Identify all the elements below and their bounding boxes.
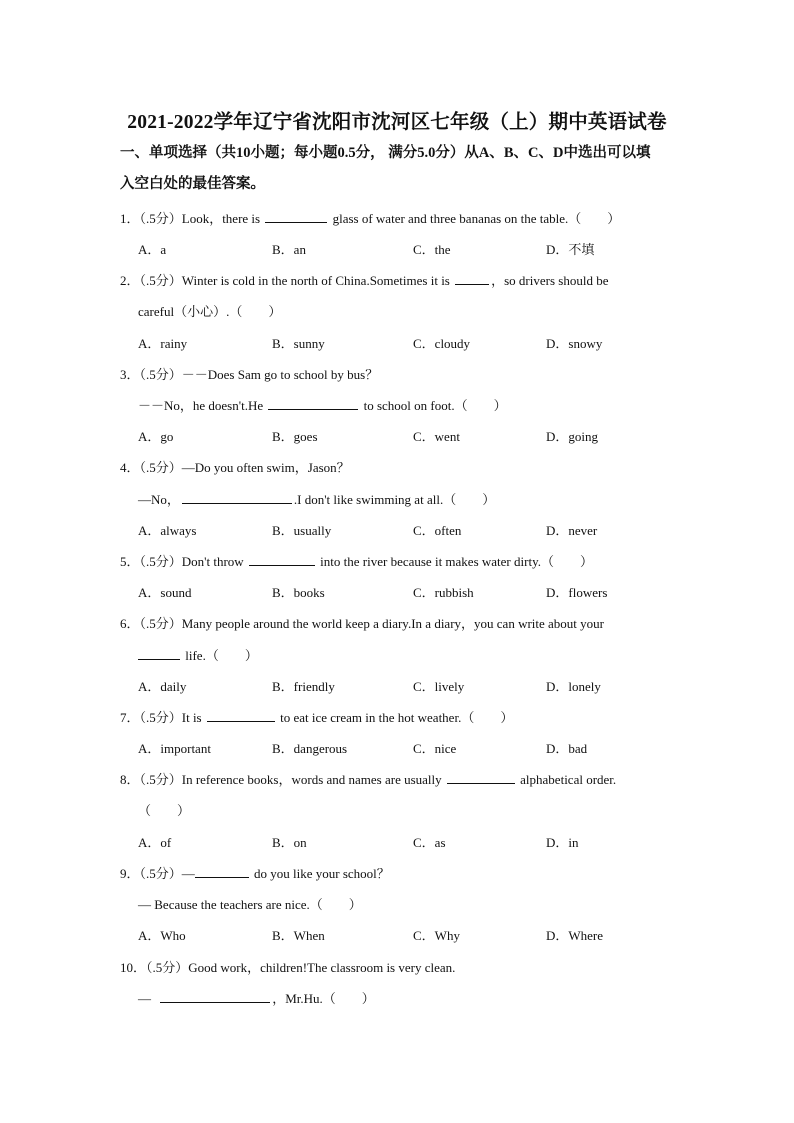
section-heading <box>120 138 680 200</box>
question-9-option-d: D．Where <box>546 928 604 943</box>
question-6-stem-cont: life.（ ） <box>138 645 258 664</box>
answer-blank <box>195 865 249 878</box>
question-7-option-c: C．nice <box>413 741 457 756</box>
answer-blank <box>249 553 315 566</box>
question-4-stem: 4．（.5分）—Do you often swim，Jason？ <box>120 460 350 475</box>
question-1-option-d: D．不填 <box>546 242 595 257</box>
question-6-option-a: A．daily <box>138 679 187 694</box>
question-5-option-c: C．rubbish <box>413 585 474 600</box>
answer-blank <box>268 397 358 410</box>
question-9-stem-cont: — Because the teachers are nice.（ ） <box>138 897 362 912</box>
answer-blank <box>207 709 275 722</box>
question-1-option-a: A．a <box>138 242 167 257</box>
question-8-option-a: A．of <box>138 835 172 850</box>
question-9-option-b: B．When <box>272 928 325 943</box>
question-8-stem-cont: （ ） <box>138 803 191 818</box>
question-7-stem: 7．（.5分）It is to eat ice cream in the hot weather.（ ） <box>120 710 514 725</box>
section-heading-line-2: 入空白处的最佳答案。 <box>120 176 265 192</box>
question-1-option-c: C．the <box>413 242 451 257</box>
answer-blank <box>447 771 515 784</box>
question-3-stem: 3．（.5分）－－Does Sam go to school by bus？ <box>120 367 379 382</box>
page-title: 2021-2022学年辽宁省沈阳市沈河区七年级（上）期中英语试卷 <box>127 112 667 133</box>
question-4-stem-cont: —No， .I don't like swimming at all.（ ） <box>138 492 496 507</box>
question-3-option-a: A．go <box>138 429 174 444</box>
question-1-option-b: B．an <box>272 242 306 257</box>
question-4-option-c: C．often <box>413 523 462 538</box>
question-2-stem: 2．（.5分）Winter is cold in the north of China.Sometimes it is ，so drivers should be <box>120 273 609 288</box>
question-2-option-a: A．rainy <box>138 336 188 351</box>
question-8-option-c: C．as <box>413 835 446 850</box>
question-1-stem: 1．（.5分）Look，there is glass of water and three bananas on the table.（ ） <box>120 211 621 226</box>
question-5-stem: 5．（.5分）Don't throw into the river because it makes water dirty.（ ） <box>120 554 593 569</box>
question-9-option-a: A．Who <box>138 928 186 943</box>
question-5-option-b: B．books <box>272 585 325 600</box>
question-5-option-d: D．flowers <box>546 585 608 600</box>
answer-blank <box>265 210 327 223</box>
question-6-stem: 6．（.5分）Many people around the world keep a diary.In a diary，you can write about your <box>120 616 604 631</box>
section-heading-line-1: 一、单项选择（共10小题；每小题0.5分， 满分5.0分）从A、B、C、D中选出可以填 <box>120 145 651 161</box>
question-7-option-d: D．bad <box>546 741 588 756</box>
question-3-option-b: B．goes <box>272 429 318 444</box>
question-10-stem: 10．（.5分）Good work，children!The classroom is very clean. <box>120 960 456 975</box>
question-5-option-a: A．sound <box>138 585 192 600</box>
answer-blank <box>182 491 292 504</box>
question-2-option-b: B．sunny <box>272 336 325 351</box>
question-9-stem: 9．（.5分）— do you like your school？ <box>120 866 390 881</box>
question-10-stem-cont: — ，Mr.Hu.（ ） <box>138 991 375 1006</box>
question-8-option-d: D．in <box>546 835 579 850</box>
question-2-stem-cont: careful（小心）.（ ） <box>138 304 282 319</box>
question-7-option-a: A．important <box>138 741 211 756</box>
question-8-stem: 8．（.5分）In reference books，words and names are usually alphabetical order. <box>120 772 617 787</box>
question-2-option-c: C．cloudy <box>413 336 471 351</box>
question-4-option-a: A．always <box>138 523 197 538</box>
question-4-option-b: B．usually <box>272 523 332 538</box>
question-8-option-b: B．on <box>272 835 307 850</box>
question-9-option-c: C．Why <box>413 928 460 943</box>
question-3-option-d: D．going <box>546 429 599 444</box>
answer-blank <box>455 272 489 285</box>
question-3-stem-cont: －－No，he doesn't.He to school on foot.（ ） <box>138 398 507 413</box>
question-6-option-d: D．lonely <box>546 679 601 694</box>
question-3-option-c: C．went <box>413 429 460 444</box>
answer-blank <box>138 647 180 660</box>
question-4-option-d: D．never <box>546 523 598 538</box>
answer-blank <box>160 990 270 1003</box>
question-6-option-b: B．friendly <box>272 679 335 694</box>
question-6-option-c: C．lively <box>413 679 465 694</box>
question-2-option-d: D．snowy <box>546 336 603 351</box>
question-7-option-b: B．dangerous <box>272 741 348 756</box>
